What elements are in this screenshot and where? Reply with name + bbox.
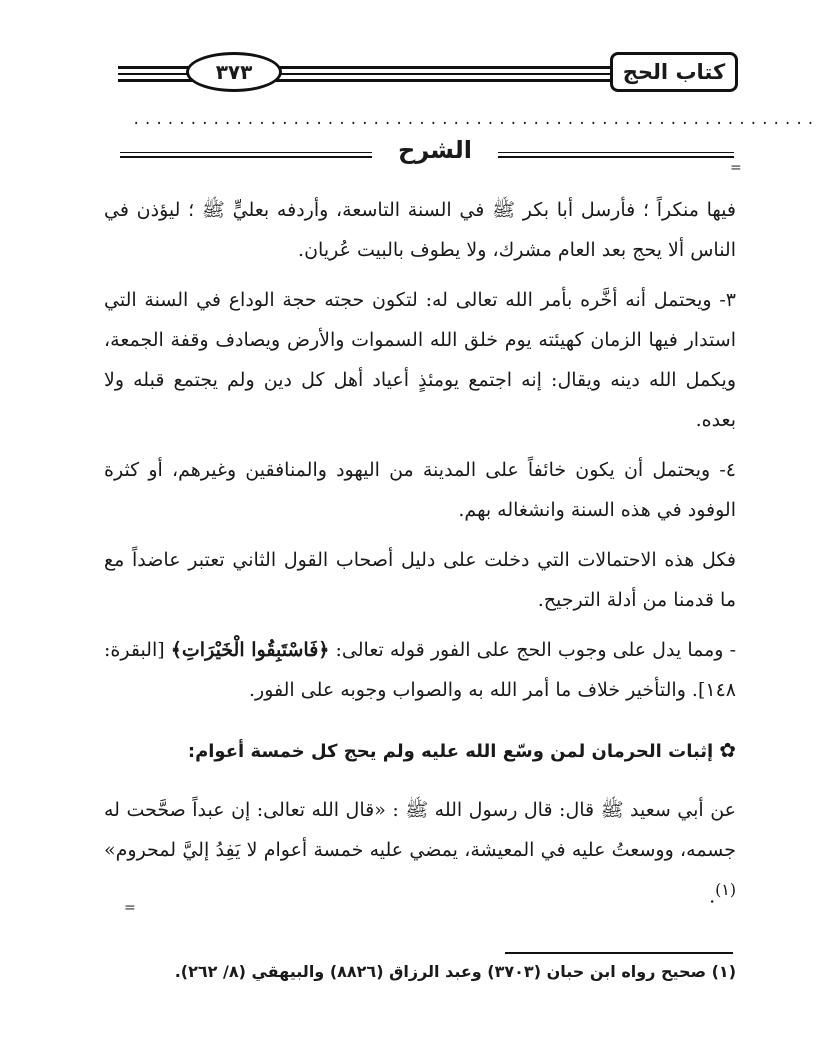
page-number: ٣٧٣ [186, 52, 282, 92]
title-rule-right-1 [498, 152, 734, 153]
title-rule-left-1 [120, 152, 372, 153]
commentary-body [104, 190, 736, 720]
paragraph: ٣- ويحتمل أنه أخَّره بأمر الله تعالى له: لتكون حجته حجة الوداع في السنة التي استدار فيها الزمان كهيئته يوم خلق الله السموات والأرض ويصادف وقفة الجمعة، ويكمل الله دينه ويقال: إنه اجتمع يومئذٍ أعياد أهل كل دين ولم يجتمع قبله ولا بعده. [104, 289, 736, 431]
equals-mark-bottom: = [124, 900, 136, 916]
footnote-ref: (١) [715, 880, 736, 899]
title-rule-right-2 [498, 156, 734, 158]
text-span: - ومما يدل على وجوب الحج على الفور قوله تعالى: [329, 639, 736, 661]
flower-star-icon: ✿ [719, 738, 736, 762]
hadith-body: عن أبي سعيد ﷺ قال: قال رسول الله ﷺ : «قال الله تعالى: إن عبداً صحَّحت له جسمه، ووسعتُ عليه في المعيشة، يمضي عليه خمسة أعوام لا يَفِدُ إليَّ لمحروم» [104, 799, 736, 861]
footnote-rule [505, 952, 733, 954]
quran-verse: ﴿فَاسْتَبِقُوا الْخَيْرَاتِ﴾ [170, 639, 330, 661]
equals-mark-top: = [730, 160, 742, 176]
paragraph [104, 630, 736, 710]
book-title: كتاب الحج [610, 52, 738, 92]
dotted-separator: ............................................................ [132, 112, 818, 128]
paragraph: ٤- ويحتمل أن يكون خائفاً على المدينة من اليهود والمنافقين وغيرهم، أو كثرة الوفود في هذه السنة وانشغاله بهم. [104, 459, 736, 521]
hadith-text: عن أبي سعيد ﷺ قال: قال رسول الله ﷺ : «قال الله تعالى: إن عبداً صحَّحت له جسمه، ووسعتُ عليه في المعيشة، يمضي عليه خمسة أعوام لا يَفِدُ إليَّ لمحروم» $^{(١)}$. [104, 799, 736, 908]
title-rule-left-2 [120, 156, 372, 158]
subheading-text: إثبات الحرمان لمن وسّع الله عليه ولم يحج كل خمسة أعوام: [187, 741, 714, 762]
paragraph: فيها منكراً ؛ فأرسل أبا بكر ﷺ في السنة التاسعة، وأردفه بعليٍّ ﷺ ؛ ليؤذن في الناس ألا يحج بعد العام مشرك، ولا يطوف بالبيت عُريان. [104, 199, 736, 261]
subheading [104, 738, 736, 762]
footnote: (١) صحيح رواه ابن حبان (٣٧٠٣) وعبد الرزاق (٨٨٢٦) والبيهقي (٨/ ٢٦٢). [174, 962, 736, 981]
section-title: الشرح [398, 136, 472, 164]
paragraph: فكل هذه الاحتمالات التي دخلت على دليل أصحاب القول الثاني تعتبر عاضداً مع ما قدمنا من أدلة الترجيح. [104, 549, 736, 611]
text-span: [البقرة: ١٤٨]. والتأخير خلاف ما أمر الله به والصواب وجوبه على الفور. [104, 639, 736, 701]
